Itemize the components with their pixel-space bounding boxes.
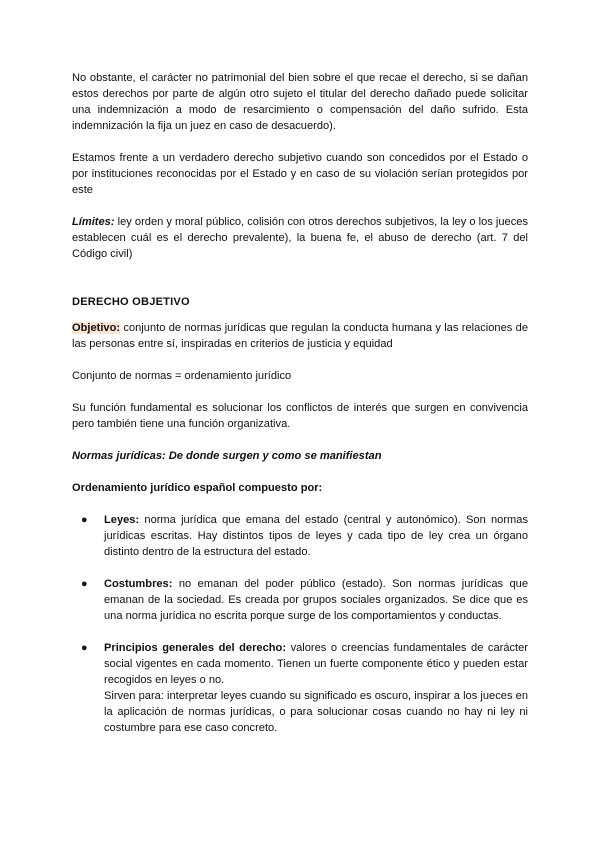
section-heading-derecho-objetivo: DERECHO OBJETIVO: [72, 296, 190, 308]
subheading-normas-juridicas: Normas jurídicas: De donde surgen y como se manifiestan: [72, 450, 382, 462]
bullet-list: [82, 512, 528, 736]
list-item-costumbres: [82, 576, 528, 624]
list-item-label: Principios generales del derecho:: [104, 642, 287, 654]
subheading-ordenamiento: Ordenamiento jurídico español compuesto por:: [72, 482, 323, 494]
list-item-body: [92, 512, 528, 560]
list-item-text: norma jurídica que emana del estado (central y autonómico). Son normas jurídicas escritas. Hay distintos tipos de leyes y cada tipo de ley crea un órgano distinto dentro de la estructura del estado.: [104, 514, 528, 558]
paragraph-indemnizacion: No obstante, el carácter no patrimonial del bien sobre el que recae el derecho, si se dañan estos derechos por parte de algún otro sujeto el titular del derecho dañado puede solicitar una indemnización a modo de resarcimiento o compensación del daño sufrido. Esta indemnización la fija un juez en caso de desacuerdo).: [72, 72, 528, 132]
list-item-text: valores o creencias fundamentales de carácter social vigentes en cada momento. Tienen un fuerte componente ético y pueden estar recogidos en leyes o no.: [104, 642, 529, 686]
list-item-label: Leyes:: [104, 514, 140, 526]
bullet-icon: ●: [81, 514, 88, 526]
paragraph-derecho-subjetivo: Estamos frente a un verdadero derecho subjetivo cuando son concedidos por el Estado o por instituciones reconocidas por el Estado y en caso de su violación serían protegidos por este: [72, 152, 528, 196]
limites-label: Límites:: [72, 216, 115, 228]
bullet-icon: ●: [81, 642, 88, 654]
bullet-list-wrapper: [72, 512, 528, 736]
paragraph-objetivo: [72, 320, 528, 352]
bullet-icon: ●: [81, 578, 88, 590]
paragraph-conjunto: Conjunto de normas = ordenamiento jurídico: [72, 370, 292, 382]
paragraph-limites: [72, 214, 528, 262]
objetivo-label: Objetivo:: [72, 322, 121, 334]
list-item-leyes: [82, 512, 528, 560]
objetivo-text: conjunto de normas jurídicas que regulan la conducta humana y las relaciones de las personas entre sí, inspiradas en criterios de justicia y equidad: [72, 322, 528, 350]
list-item-label: Costumbres:: [104, 578, 173, 590]
list-item-text: no emanan del poder público (estado). Son normas jurídicas que emanan de la sociedad. Es creada por grupos sociales organizados. Se dice que es una norma jurídica no escrita porque surge de los comportamientos y conductas.: [104, 578, 528, 622]
limites-text: ley orden y moral público, colisión con otros derechos subjetivos, la ley o los jueces establecen cuál es el derecho prevalente), la buena fe, el abuso de derecho (art. 7 del Código civil): [72, 216, 528, 260]
list-item-body: [92, 576, 528, 624]
paragraph-funcion: Su función fundamental es solucionar los conflictos de interés que surgen en convivencia pero también tiene una función organizativa.: [72, 402, 528, 430]
list-item-principios: [82, 640, 528, 736]
list-item-extra: Sirven para: interpretar leyes cuando su significado es oscuro, inspirar a los jueces en la aplicación de normas jurídicas, o para solucionar cosas cuando no hay ni ley ni costumbre para ese caso concreto.: [104, 690, 528, 734]
document-page: [72, 70, 528, 752]
list-item-body: [92, 640, 528, 688]
